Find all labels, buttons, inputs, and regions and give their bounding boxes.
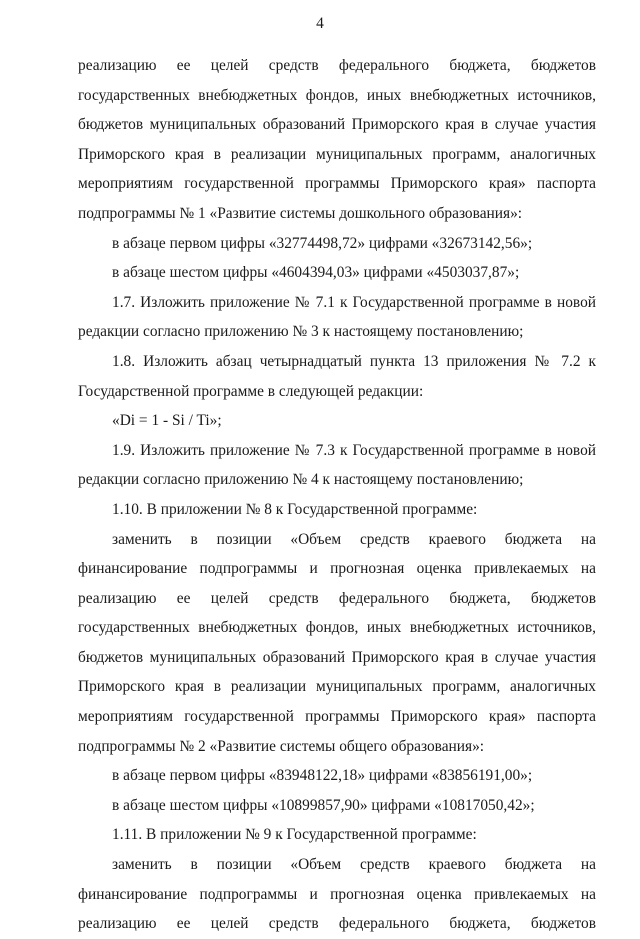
text-line: 1.9. Изложить приложение № 7.3 к Государственной программе в новой: [112, 441, 596, 459]
text-line: бюджетов муниципальных образований Приморского края в случае участия: [78, 648, 596, 666]
text-line: финансирование подпрограммы и прогнозная оценка привлекаемых на: [78, 560, 596, 578]
text-line: подпрограммы № 2 «Развитие системы общего образования»:: [78, 737, 485, 755]
text-line: редакции согласно приложению № 4 к настоящему постановлению;: [78, 471, 524, 489]
text-line: 1.8. Изложить абзац четырнадцатый пункта 13 приложения № 7.2 к: [112, 352, 596, 370]
text-line: финансирование подпрограммы и прогнозная оценка привлекаемых на: [78, 885, 596, 903]
text-line: государственных внебюджетных фондов, иных внебюджетных источников,: [78, 619, 596, 637]
text-line: реализацию ее целей средств федерального бюджета, бюджетов: [78, 589, 596, 607]
text-line: заменить в позиции «Объем средств краевого бюджета на: [112, 856, 596, 874]
text-line: подпрограммы № 1 «Развитие системы дошкольного образования»:: [78, 204, 523, 222]
text-line: 1.11. В приложении № 9 к Государственной программе:: [112, 826, 477, 844]
text-line: редакции согласно приложению № 3 к настоящему постановлению;: [78, 323, 524, 341]
text-line: реализацию ее целей средств федерального бюджета, бюджетов: [78, 57, 596, 74]
document-body: [78, 51, 596, 939]
text-line: Приморского края в реализации муниципальных программ, аналогичных: [78, 678, 596, 696]
text-line: Государственной программе в следующей редакции:: [78, 382, 424, 400]
text-line: в абзаце шестом цифры «4604394,03» цифрами «4503037,87»;: [112, 264, 520, 282]
text-line: в абзаце шестом цифры «10899857,90» цифрами «10817050,42»;: [112, 796, 535, 814]
text-line: 1.7. Изложить приложение № 7.1 к Государственной программе в новой: [112, 293, 596, 311]
text-line: «Di = 1 - Si / Ti»;: [112, 412, 222, 430]
text-line: государственных внебюджетных фондов, иных внебюджетных источников,: [78, 86, 596, 104]
text-line: мероприятиям государственной программы Приморского края» паспорта: [78, 708, 596, 726]
page-number: 4: [316, 15, 324, 32]
text-line: заменить в позиции «Объем средств краевого бюджета на: [112, 530, 596, 548]
text-line: мероприятиям государственной программы Приморского края» паспорта: [78, 175, 596, 193]
text-line: бюджетов муниципальных образований Приморского края в случае участия: [78, 116, 596, 134]
text-line: в абзаце первом цифры «83948122,18» цифрами «83856191,00»;: [112, 767, 533, 785]
text-line: реализацию ее целей средств федерального бюджета, бюджетов: [78, 915, 596, 933]
text-line: Приморского края в реализации муниципальных программ, аналогичных: [78, 145, 596, 163]
text-line: в абзаце первом цифры «32774498,72» цифрами «32673142,56»;: [112, 234, 533, 252]
text-line: 1.10. В приложении № 8 к Государственной программе:: [112, 500, 478, 518]
